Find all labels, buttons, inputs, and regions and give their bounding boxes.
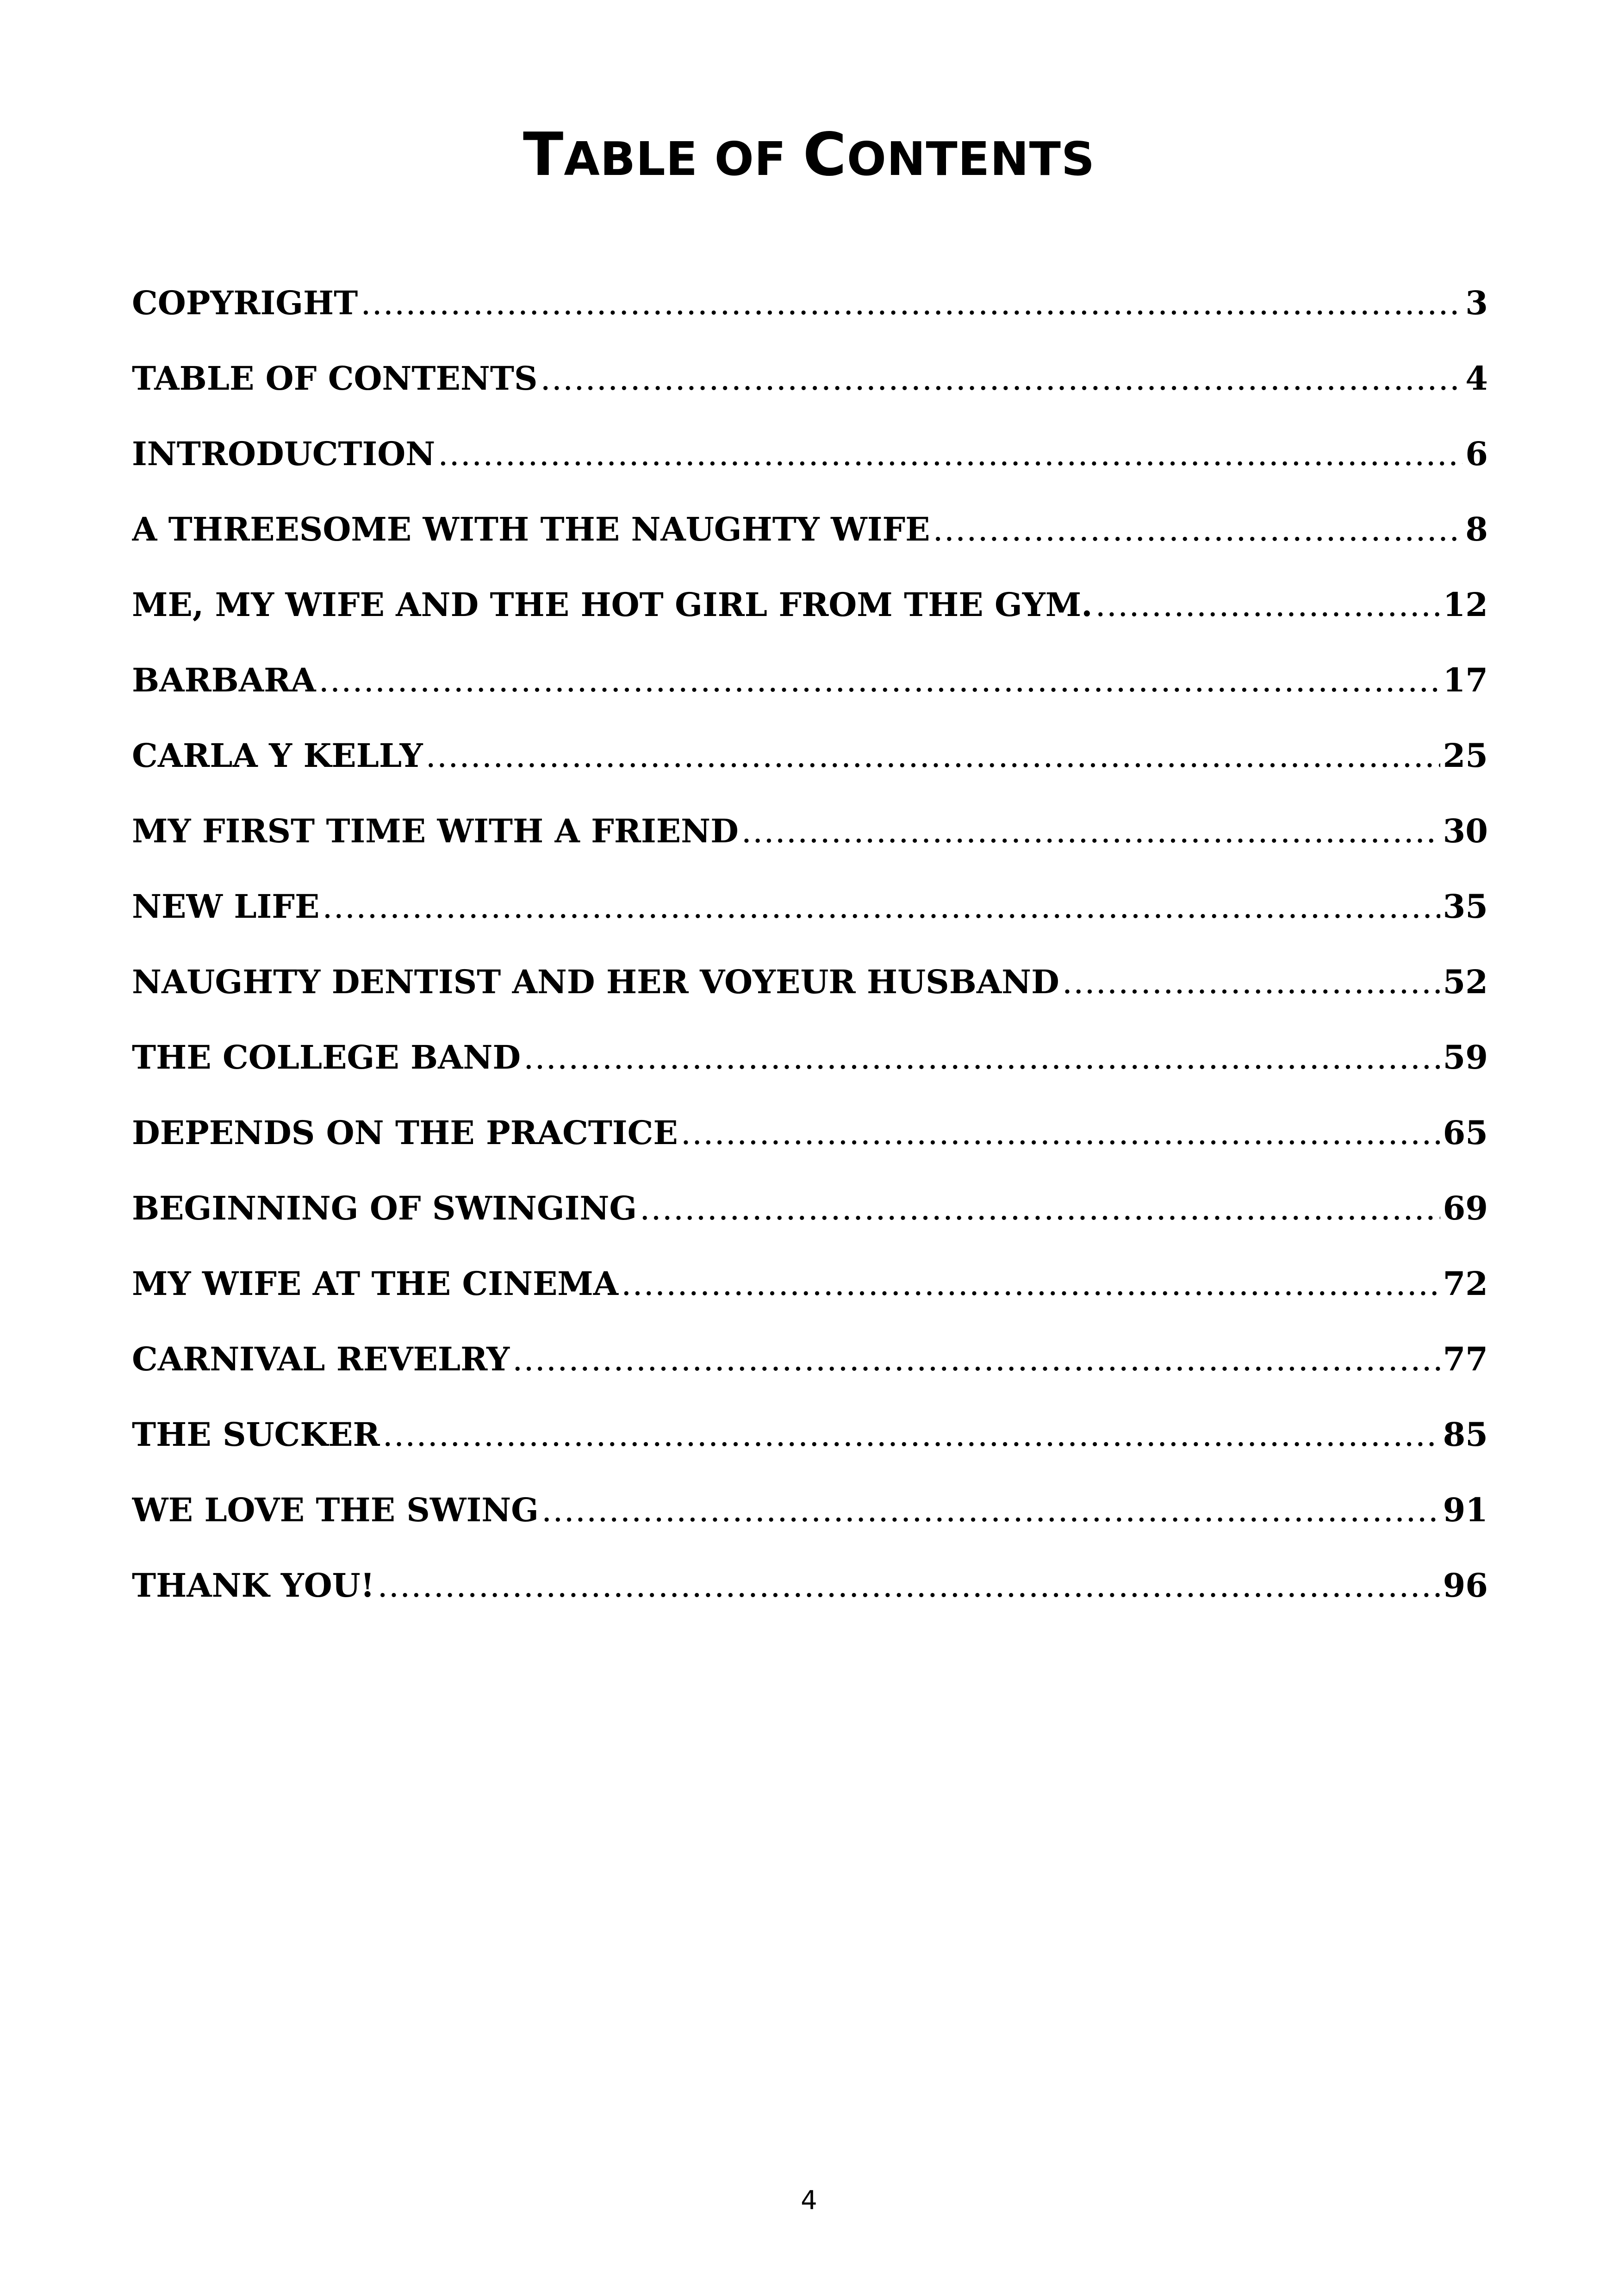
- toc-entry-page: 65: [1443, 1114, 1488, 1152]
- dot-leader: [426, 733, 1440, 779]
- toc-entry-dentist[interactable]: [132, 959, 1488, 1034]
- dot-leader: [1095, 582, 1440, 628]
- toc-entry-cinema[interactable]: [132, 1261, 1488, 1336]
- toc-entry-label: BARBARA: [132, 661, 316, 699]
- title-initial-1: T: [523, 120, 564, 189]
- dot-leader: [438, 431, 1462, 477]
- toc-entry-page: 35: [1443, 887, 1488, 926]
- toc-entry-label: INTRODUCTION: [132, 435, 436, 473]
- dot-leader: [681, 1110, 1440, 1156]
- dot-leader: [540, 355, 1462, 402]
- dot-leader: [319, 657, 1440, 703]
- page-title: [0, 118, 1618, 196]
- dot-leader: [512, 1336, 1440, 1382]
- table-of-contents: [132, 280, 1488, 1638]
- toc-entry-label: A THREESOME WITH THE NAUGHTY WIFE: [132, 510, 930, 548]
- toc-entry-label: MY FIRST TIME WITH A FRIEND: [132, 812, 739, 850]
- dot-leader: [933, 506, 1463, 553]
- toc-entry-label: THANK YOU!: [132, 1566, 375, 1605]
- toc-entry-sucker[interactable]: [132, 1412, 1488, 1487]
- toc-entry-page: 12: [1443, 585, 1488, 624]
- toc-entry-page: 6: [1465, 435, 1488, 473]
- toc-entry-first-time[interactable]: [132, 808, 1488, 884]
- dot-leader: [621, 1261, 1440, 1307]
- title-initial-2: C: [803, 120, 847, 189]
- dot-leader: [383, 1412, 1440, 1458]
- toc-entry-label: THE COLLEGE BAND: [132, 1038, 521, 1076]
- toc-entry-page: 96: [1443, 1566, 1488, 1605]
- toc-entry-page: 77: [1443, 1340, 1488, 1378]
- toc-entry-college-band[interactable]: [132, 1034, 1488, 1110]
- toc-entry-page: 30: [1443, 812, 1488, 850]
- toc-entry-page: 72: [1443, 1264, 1488, 1303]
- toc-entry-new-life[interactable]: [132, 884, 1488, 959]
- toc-entry-page: 91: [1443, 1491, 1488, 1529]
- toc-entry-label: THE SUCKER: [132, 1415, 380, 1454]
- toc-entry-label: NEW LIFE: [132, 887, 320, 926]
- dot-leader: [741, 808, 1440, 854]
- toc-entry-label: COPYRIGHT: [132, 284, 358, 322]
- toc-entry-carnival[interactable]: [132, 1336, 1488, 1412]
- toc-entry-introduction[interactable]: [132, 431, 1488, 506]
- toc-entry-label: CARLA Y KELLY: [132, 736, 423, 775]
- toc-entry-label: NAUGHTY DENTIST AND HER VOYEUR HUSBAND: [132, 963, 1059, 1001]
- toc-entry-label: TABLE OF CONTENTS: [132, 359, 538, 398]
- toc-entry-swinging[interactable]: [132, 1185, 1488, 1261]
- toc-entry-label: CARNIVAL REVELRY: [132, 1340, 510, 1378]
- toc-entry-label: BEGINNING OF SWINGING: [132, 1189, 637, 1227]
- dot-leader: [640, 1185, 1440, 1232]
- toc-entry-practice[interactable]: [132, 1110, 1488, 1185]
- toc-entry-page: 69: [1443, 1189, 1488, 1227]
- toc-entry-threesome[interactable]: [132, 506, 1488, 582]
- toc-entry-copyright[interactable]: [132, 280, 1488, 355]
- toc-entry-label: ME, MY WIFE AND THE HOT GIRL FROM THE GYM.: [132, 585, 1093, 624]
- dot-leader: [1062, 959, 1440, 1005]
- toc-entry-gym[interactable]: [132, 582, 1488, 657]
- toc-entry-page: 3: [1465, 284, 1488, 322]
- toc-entry-page: 17: [1443, 661, 1488, 699]
- toc-entry-table-of-contents[interactable]: [132, 355, 1488, 431]
- page-number: 4: [801, 2185, 817, 2215]
- toc-entry-carla-y-kelly[interactable]: [132, 733, 1488, 808]
- toc-entry-label: DEPENDS ON THE PRACTICE: [132, 1114, 678, 1152]
- dot-leader: [541, 1487, 1440, 1533]
- toc-entry-page: 85: [1443, 1415, 1488, 1454]
- title-rest-1: ABLE OF: [564, 132, 803, 186]
- toc-entry-page: 52: [1443, 963, 1488, 1001]
- toc-entry-page: 59: [1443, 1038, 1488, 1076]
- toc-entry-page: 25: [1443, 736, 1488, 775]
- toc-entry-barbara[interactable]: [132, 657, 1488, 733]
- dot-leader: [322, 884, 1440, 930]
- toc-entry-label: MY WIFE AT THE CINEMA: [132, 1264, 619, 1303]
- toc-entry-label: WE LOVE THE SWING: [132, 1491, 539, 1529]
- toc-entry-page: 4: [1465, 359, 1488, 398]
- dot-leader: [377, 1562, 1440, 1609]
- toc-entry-swing[interactable]: [132, 1487, 1488, 1562]
- toc-entry-thank-you[interactable]: [132, 1562, 1488, 1638]
- toc-entry-page: 8: [1465, 510, 1488, 548]
- dot-leader: [523, 1034, 1440, 1081]
- title-rest-2: ONTENTS: [846, 132, 1095, 186]
- dot-leader: [361, 280, 1462, 326]
